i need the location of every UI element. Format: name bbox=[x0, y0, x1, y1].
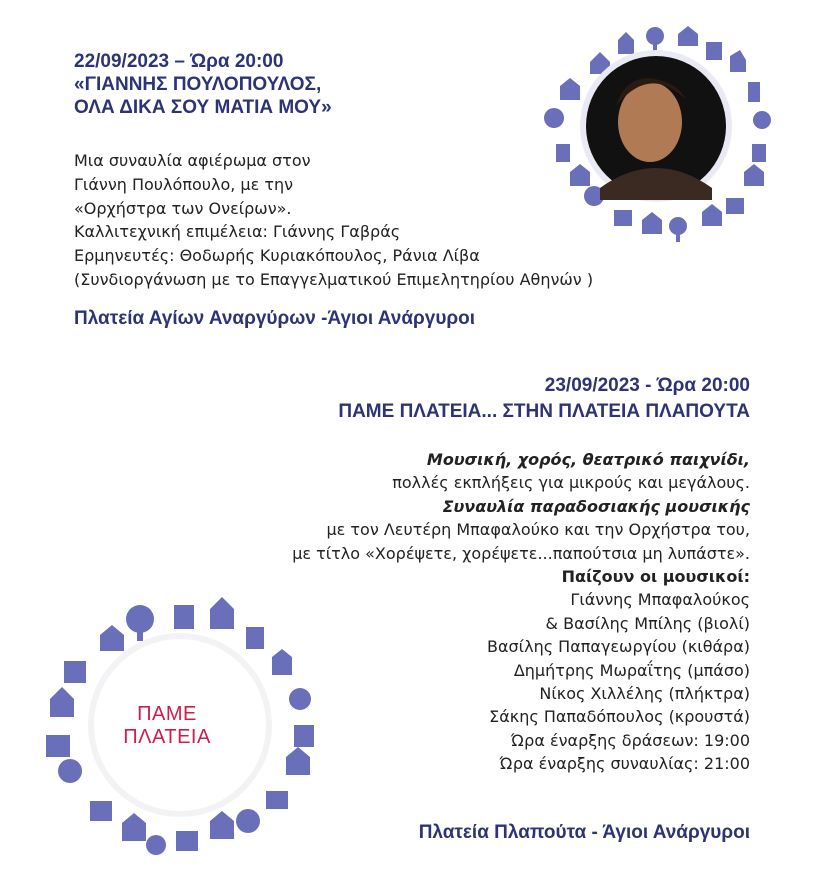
pame-plateia-logo: ΠΑΜΕ ΠΛΑΤΕΙΑ bbox=[123, 703, 211, 748]
portrait-wreath bbox=[530, 20, 780, 250]
start-time-activities: Ώρα έναρξης δράσεων: 19:00 bbox=[510, 730, 750, 750]
event1-desc-line: Γιάννη Πουλόπουλο, με την bbox=[74, 174, 294, 194]
event2-title: ΠΑΜΕ ΠΛΑΤΕΙΑ... ΣΤΗΝ ΠΛΑΤΕΙΑ ΠΛΑΠΟΥΤΑ bbox=[338, 401, 750, 422]
musician-line: Νίκος Χιλλέλης (πλήκτρα) bbox=[539, 684, 750, 704]
event2-venue: Πλατεία Πλαπούτα - Άγιοι Ανάργυροι bbox=[418, 822, 750, 843]
event2-heading bbox=[338, 373, 750, 425]
event1-desc-line: Ερμηνευτές: Θοδωρής Κυριακόπουλος, Ράνια Λίβα bbox=[74, 246, 480, 266]
musician-line: Βασίλης Παπαγεωργίου (κιθάρα) bbox=[487, 637, 750, 657]
event1-description bbox=[74, 149, 593, 292]
event1-desc-line: «Ορχήστρα των Ονείρων». bbox=[74, 198, 292, 218]
event1-desc-line: Καλλιτεχνική επιμέλεια: Γιάννης Γαβράς bbox=[74, 222, 401, 242]
musician-line: Σάκης Παπαδόπουλος (κρουστά) bbox=[489, 707, 750, 727]
event2-line: με τον Λευτέρη Μπαφαλούκο και την Ορχήστρα του, bbox=[326, 520, 750, 540]
musician-line: & Βασίλης Μπίλης (βιολί) bbox=[545, 613, 750, 633]
event1-desc-line: Μια συναυλία αφιέρωμα στον bbox=[74, 151, 311, 170]
start-time-concert: Ώρα έναρξης συναυλίας: 21:00 bbox=[499, 754, 750, 774]
portrait-face bbox=[618, 82, 682, 162]
event1-desc-line: (Συνδιοργάνωση με το Επαγγελματικού Επιμελητηρίου Αθηνών ) bbox=[74, 269, 594, 289]
event1-venue: Πλατεία Αγίων Αναργύρων -Άγιοι Ανάργυροι bbox=[74, 308, 476, 329]
event2-line: με τίτλο «Χορέψετε, χορέψετε...παπούτσια μη λυπάστε». bbox=[292, 543, 750, 563]
event1-title-line2: ΟΛΑ ΔΙΚΑ ΣΟΥ ΜΑΤΙΑ ΜΟΥ» bbox=[74, 97, 332, 118]
musician-line: Δημήτρης Μωραΐτης (μπάσο) bbox=[513, 660, 750, 680]
musician-line: Γιάννης Μπαφαλούκος bbox=[570, 590, 750, 610]
event1-heading bbox=[74, 50, 332, 119]
event2-description bbox=[292, 448, 750, 776]
event1-date: 22/09/2023 – Ώρα 20:00 bbox=[74, 51, 284, 72]
musicians-heading: Παίζουν οι μουσικοί: bbox=[561, 567, 750, 587]
event2-line: Συναυλία παραδοσιακής μουσικής bbox=[442, 496, 750, 516]
event2-line: πολλές εκπλήξεις για μικρούς και μεγάλους. bbox=[392, 473, 750, 493]
event1-title-line1: «ΓΙΑΝΝΗΣ ΠΟΥΛΟΠΟΥΛΟΣ, bbox=[74, 74, 322, 95]
event2-line: Μουσική, χορός, θεατρικό παιχνίδι, bbox=[426, 450, 750, 469]
event2-date: 23/09/2023 - Ώρα 20:00 bbox=[544, 375, 750, 396]
